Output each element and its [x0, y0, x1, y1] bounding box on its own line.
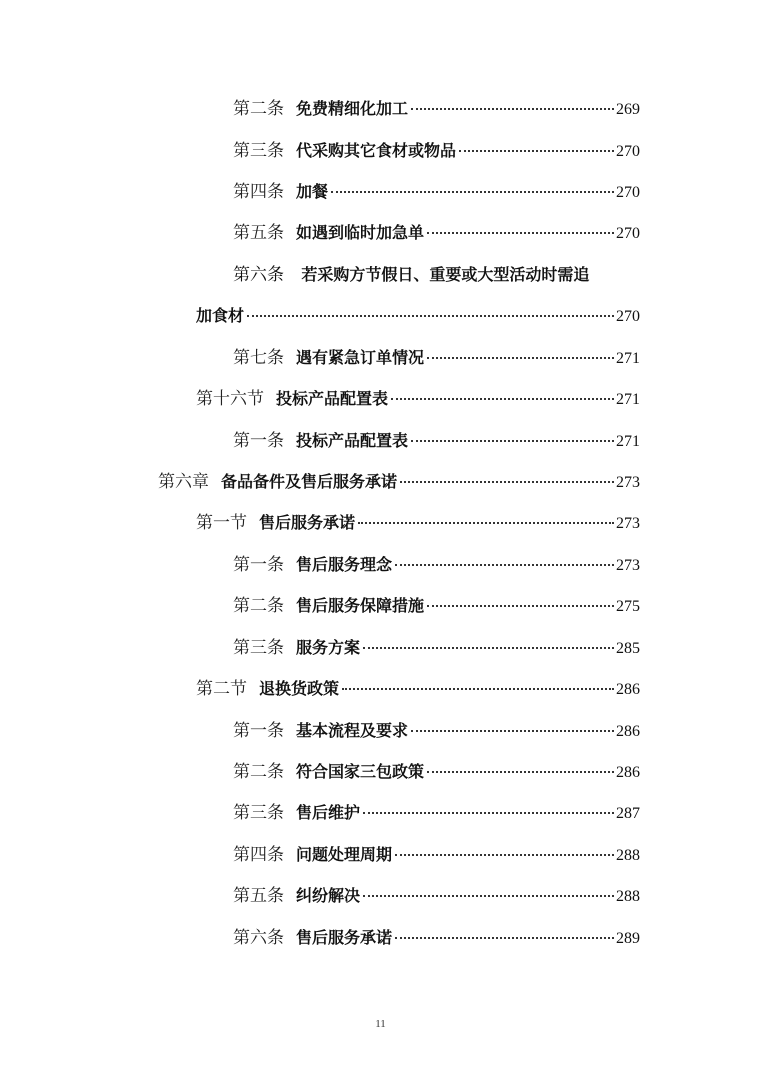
toc-entry-title: 售后维护 — [296, 803, 361, 822]
toc-entry-number: 第一节 — [196, 513, 247, 533]
toc-entry-number: 第二条 — [233, 99, 284, 119]
toc-entry-number: 第四条 — [233, 845, 284, 865]
toc-entry-number: 第六章 — [158, 472, 209, 492]
toc-entry[interactable] — [233, 97, 640, 121]
dot-leader — [342, 688, 614, 690]
toc-entry-number: 第五条 — [233, 886, 284, 906]
toc-entry[interactable] — [233, 719, 640, 743]
dot-leader — [363, 812, 614, 814]
toc-entry-page: 289 — [616, 930, 640, 947]
toc-entry-number: 第二节 — [196, 679, 247, 699]
toc-entry-page: 273 — [616, 474, 640, 491]
toc-entry-title: 如遇到临时加急单 — [296, 223, 425, 242]
toc-entry-number: 第七条 — [233, 348, 284, 368]
dot-leader — [427, 357, 614, 359]
dot-leader — [395, 564, 614, 566]
toc-entry-title: 代采购其它食材或物品 — [296, 141, 457, 160]
dot-leader — [395, 937, 614, 939]
toc-entry-title: 基本流程及要求 — [296, 721, 409, 740]
toc-entry-number: 第十六节 — [196, 389, 264, 409]
toc-entry[interactable] — [233, 429, 640, 453]
toc-entry-title: 售后服务理念 — [296, 555, 393, 574]
dot-leader — [411, 730, 614, 732]
dot-leader — [331, 191, 614, 193]
toc-entry[interactable] — [233, 553, 640, 577]
toc-entry-page: 275 — [616, 598, 640, 615]
toc-entry-number: 第二条 — [233, 596, 284, 616]
dot-leader — [411, 440, 614, 442]
toc-entry-page: 287 — [616, 805, 640, 822]
dot-leader — [427, 771, 614, 773]
toc-entry-page: 270 — [616, 308, 640, 325]
dot-leader — [363, 647, 614, 649]
toc-entry[interactable] — [196, 511, 640, 535]
toc-entry[interactable] — [233, 180, 640, 204]
dot-leader — [459, 150, 614, 152]
toc-entry-title: 退换货政策 — [259, 679, 340, 698]
toc-entry-title: 投标产品配置表 — [296, 431, 409, 450]
toc-entry[interactable] — [233, 801, 640, 825]
toc-entry-page: 271 — [616, 391, 640, 408]
toc-entry-title: 售后服务承诺 — [259, 513, 356, 532]
toc-entry-number: 第六条 — [233, 928, 284, 948]
dot-leader — [411, 108, 614, 110]
toc-entry-number: 第四条 — [233, 182, 284, 202]
dot-leader — [247, 315, 614, 317]
toc-entry-page: 286 — [616, 764, 640, 781]
toc-entry-title: 加餐 — [296, 182, 329, 201]
toc-entry-title: 售后服务保障措施 — [296, 596, 425, 615]
toc-entry-page: 270 — [616, 225, 640, 242]
toc-entry-title: 遇有紧急订单情况 — [296, 348, 425, 367]
dot-leader — [363, 895, 614, 897]
toc-entry[interactable] — [196, 387, 640, 411]
toc-entry-title: 问题处理周期 — [296, 845, 393, 864]
toc-entry-page: 271 — [616, 350, 640, 367]
toc-entry-number: 第三条 — [233, 803, 284, 823]
toc-entry[interactable] — [233, 221, 640, 245]
toc-entry-number: 第一条 — [233, 721, 284, 741]
toc-entry-title: 若采购方节假日、重要或大型活动时需追 — [301, 265, 590, 284]
toc-entry-title: 备品备件及售后服务承诺 — [221, 472, 398, 491]
toc-entry[interactable] — [233, 139, 640, 163]
page-number: 11 — [375, 1018, 386, 1030]
toc-entry-title: 投标产品配置表 — [276, 389, 389, 408]
toc-entry-page: 270 — [616, 184, 640, 201]
toc-entry-title: 免费精细化加工 — [296, 99, 409, 118]
toc-entry-page: 273 — [616, 515, 640, 532]
toc-entry-page: 285 — [616, 640, 640, 657]
dot-leader — [391, 398, 614, 400]
toc-entry-page: 271 — [616, 433, 640, 450]
toc-entry-title: 售后服务承诺 — [296, 928, 393, 947]
dot-leader — [427, 605, 614, 607]
toc-entry[interactable] — [233, 760, 640, 784]
toc-entry[interactable] — [233, 594, 640, 618]
toc-entry[interactable] — [233, 346, 640, 370]
toc-entry-page: 273 — [616, 557, 640, 574]
toc-entry[interactable] — [233, 843, 640, 867]
toc-entry-chapter[interactable] — [158, 470, 640, 494]
toc-entry-page: 286 — [616, 681, 640, 698]
toc-entry-title-continuation: 加食材 — [196, 306, 245, 325]
toc-entry-wrapped-line2[interactable] — [196, 304, 640, 328]
dot-leader — [358, 522, 614, 524]
toc-entry-number: 第五条 — [233, 223, 284, 243]
toc-entry[interactable] — [233, 636, 640, 660]
toc-entry-number: 第二条 — [233, 762, 284, 782]
toc-entry-wrapped-line1[interactable] — [233, 263, 589, 287]
toc-entry-page: 269 — [616, 101, 640, 118]
toc-entry-title: 服务方案 — [296, 638, 361, 657]
dot-leader — [400, 481, 614, 483]
toc-entry-number: 第六条 — [233, 265, 284, 285]
toc-entry-number: 第一条 — [233, 555, 284, 575]
dot-leader — [395, 854, 614, 856]
toc-entry-number: 第一条 — [233, 431, 284, 451]
toc-entry[interactable] — [233, 926, 640, 950]
dot-leader — [427, 232, 614, 234]
toc-entry[interactable] — [233, 884, 640, 908]
toc-entry-page: 288 — [616, 847, 640, 864]
toc-entry-title: 纠纷解决 — [296, 886, 361, 905]
toc-entry[interactable] — [196, 677, 640, 701]
toc-entry-title: 符合国家三包政策 — [296, 762, 425, 781]
toc-entry-number: 第三条 — [233, 638, 284, 658]
toc-entry-page: 286 — [616, 723, 640, 740]
toc-entry-number: 第三条 — [233, 141, 284, 161]
toc-entry-page: 270 — [616, 143, 640, 160]
toc-entry-page: 288 — [616, 888, 640, 905]
